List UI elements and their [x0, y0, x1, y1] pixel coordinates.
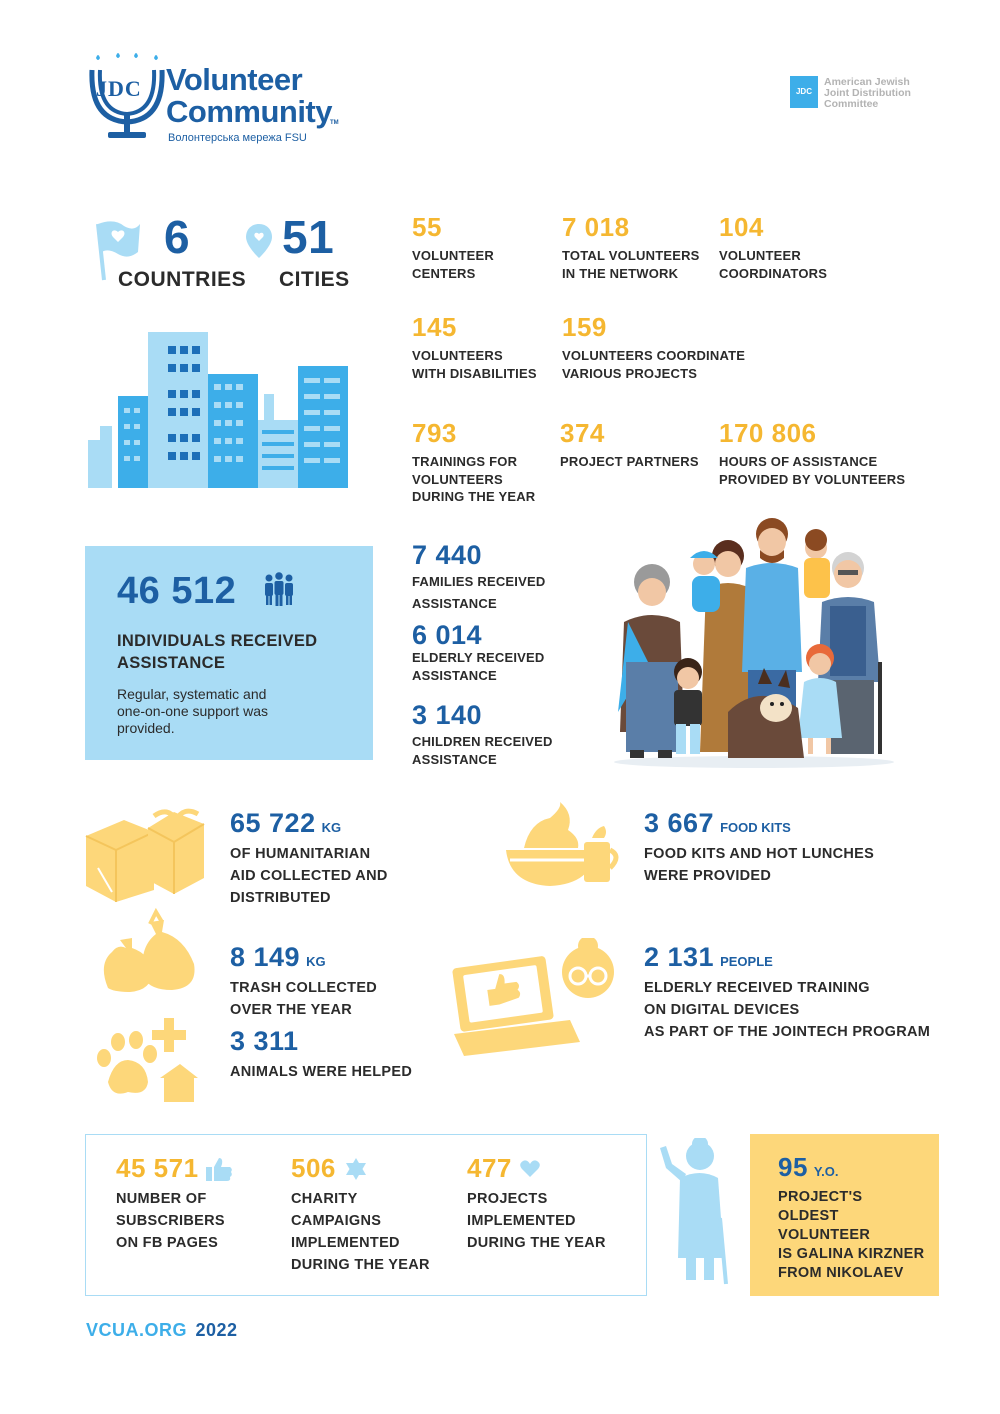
stat-label-line: ELDERLY RECEIVED	[412, 650, 545, 665]
stat-label-line: FAMILIES RECEIVED	[412, 574, 546, 589]
charity-value: 506	[291, 1153, 336, 1183]
social-stats-panel	[85, 1134, 647, 1296]
digital-unit: PEOPLE	[720, 954, 773, 969]
stat-volunteer-coordinators	[719, 212, 827, 282]
stat-label-line: IN THE NETWORK	[562, 265, 679, 281]
stat-label-line: WITH DISABILITIES	[412, 365, 537, 381]
location-pin-icon	[244, 222, 274, 260]
stat-value: 793	[412, 418, 457, 448]
charity-label-line: DURING THE YEAR	[291, 1257, 430, 1273]
partner-logo-badge: JDC	[790, 76, 818, 108]
stat-label-line: PROVIDED BY VOLUNTEERS	[719, 471, 906, 487]
food-value-row	[644, 808, 874, 839]
logo-trademark: TM	[330, 120, 339, 126]
animals-label-line: ANIMALS WERE HELPED	[230, 1064, 413, 1080]
stat-families	[412, 540, 545, 612]
charity-label-line: CAMPAIGNS	[291, 1213, 382, 1229]
trash-label-line: OVER THE YEAR	[230, 1002, 353, 1018]
humanitarian-aid-stat	[230, 808, 388, 909]
subscribers-value-row	[116, 1153, 233, 1184]
star-of-david-icon	[344, 1157, 368, 1181]
stat-value: 55	[412, 212, 442, 242]
food-label-line: WERE PROVIDED	[644, 868, 772, 884]
stat-hours-assistance	[719, 418, 905, 488]
stat-label-line: VOLUNTEERS	[412, 348, 503, 363]
oldest-label-line: FROM NIKOLAEV	[778, 1265, 904, 1281]
stat-label-line: ASSISTANCE	[412, 751, 497, 767]
partner-name-line1: American Jewish	[824, 76, 910, 88]
individuals-title-line1: INDIVIDUALS RECEIVED	[117, 632, 318, 650]
stat-label-line: VOLUNTEER	[412, 248, 494, 263]
subscribers-value: 45 571	[116, 1153, 199, 1183]
food-unit: FOOD KITS	[720, 820, 791, 835]
stat-label-line: HOURS OF ASSISTANCE	[719, 454, 878, 469]
footer-year: 2022	[195, 1320, 238, 1340]
stat-value: 3 140	[412, 700, 483, 730]
partner-name-line3: Committee	[824, 98, 879, 110]
jdc-logo	[86, 50, 346, 150]
stat-label-line: PROJECT PARTNERS	[560, 454, 699, 469]
stat-label-line: VOLUNTEERS	[412, 471, 503, 487]
logo-title-line1: Volunteer	[166, 62, 303, 97]
stat-label-line: VOLUNTEERS COORDINATE	[562, 348, 746, 363]
stat-label-line: DURING THE YEAR	[412, 489, 536, 504]
cities-value: 51	[282, 211, 335, 263]
stat-value: 159	[562, 312, 607, 342]
stat-value: 104	[719, 212, 764, 242]
stat-label-line: TRAININGS FOR	[412, 454, 518, 469]
stat-label-line: VOLUNTEER	[719, 248, 801, 263]
subscribers-stat	[116, 1153, 233, 1254]
stat-value: 7 018	[562, 212, 630, 242]
laptop-elderly-icon	[452, 938, 622, 1058]
animals-stat	[230, 1026, 412, 1083]
heart-icon	[520, 1160, 540, 1178]
subscribers-label-line: SUBSCRIBERS	[116, 1213, 225, 1229]
charity-stat	[291, 1153, 430, 1276]
logo-subtitle: Волонтерська мережа FSU	[168, 132, 307, 144]
charity-label-line: IMPLEMENTED	[291, 1235, 400, 1251]
subscribers-label-line: ON FB PAGES	[116, 1235, 219, 1251]
oldest-label-line: VOLUNTEER	[778, 1227, 871, 1243]
animals-value: 3 311	[230, 1026, 299, 1056]
humanitarian-label-line: AID COLLECTED AND	[230, 868, 388, 884]
partner-logo	[790, 76, 950, 116]
digital-training-stat	[644, 942, 930, 1043]
projects-stat	[467, 1153, 606, 1254]
stat-label-line: TOTAL VOLUNTEERS	[562, 248, 700, 263]
stat-label-line: VARIOUS PROJECTS	[562, 365, 698, 381]
projects-value: 477	[467, 1153, 512, 1183]
oldest-label-line: OLDEST	[778, 1208, 839, 1224]
projects-label-line: DURING THE YEAR	[467, 1235, 606, 1251]
projects-label-line: PROJECTS	[467, 1191, 548, 1207]
logo-jdc-text: JDC	[96, 76, 142, 101]
oldest-value: 95	[778, 1152, 808, 1182]
trash-bags-icon	[98, 908, 198, 992]
individuals-desc-line1: Regular, systematic and	[117, 686, 267, 702]
humanitarian-label-line: OF HUMANITARIAN	[230, 846, 371, 862]
food-kits-stat	[644, 808, 874, 887]
trash-value-row	[230, 942, 377, 973]
stat-value: 170 806	[719, 418, 817, 448]
countries-value: 6	[164, 211, 191, 263]
boxes-icon	[84, 806, 206, 902]
trash-label-line: TRASH COLLECTED	[230, 980, 378, 996]
oldest-volunteer-card	[750, 1134, 939, 1296]
footer-site-link[interactable]: VCUA.ORG	[86, 1320, 188, 1340]
oldest-value-row	[778, 1152, 839, 1183]
digital-label-line: ON DIGITAL DEVICES	[644, 1002, 800, 1018]
stat-volunteers-disabilities	[412, 312, 537, 382]
individuals-desc-line2: one-on-one support was	[117, 703, 268, 719]
people-group-icon	[261, 572, 297, 608]
oldest-label-block	[778, 1188, 924, 1283]
stat-label-line: CENTERS	[412, 265, 476, 281]
oldest-label-line: PROJECT'S	[778, 1189, 863, 1205]
digital-label-line: ELDERLY RECEIVED TRAINING	[644, 980, 870, 996]
projects-label-line: IMPLEMENTED	[467, 1213, 576, 1229]
thumbs-up-icon	[205, 1156, 233, 1182]
partner-name-line2: Joint Distribution	[824, 87, 911, 99]
oldest-label-line: IS GALINA KIRZNER	[778, 1246, 925, 1262]
subscribers-label-line: NUMBER OF	[116, 1191, 207, 1207]
digital-value: 2 131	[644, 942, 715, 972]
trash-stat	[230, 942, 377, 1021]
city-buildings-icon	[88, 330, 350, 488]
stat-value: 6 014	[412, 620, 483, 650]
countries-label: COUNTRIES	[118, 268, 247, 291]
elderly-woman-icon	[656, 1138, 736, 1288]
humanitarian-unit: KG	[321, 820, 342, 835]
stat-value: 145	[412, 312, 457, 342]
stat-children	[412, 700, 553, 768]
cities-label: CITIES	[279, 268, 350, 291]
charity-value-row	[291, 1153, 430, 1184]
food-value: 3 667	[644, 808, 715, 838]
stat-project-partners	[560, 418, 699, 471]
individuals-assistance-card	[85, 546, 373, 760]
individuals-title-line2: ASSISTANCE	[117, 654, 226, 672]
trash-unit: KG	[306, 954, 326, 969]
humanitarian-value-row	[230, 808, 388, 839]
food-label-line: FOOD KITS AND HOT LUNCHES	[644, 846, 875, 862]
stat-volunteers-coordinate	[562, 312, 745, 382]
humanitarian-label-line: DISTRIBUTED	[230, 890, 331, 906]
logo-title-line2: Community	[166, 94, 332, 129]
oldest-unit: Y.O.	[813, 1164, 839, 1179]
digital-value-row	[644, 942, 930, 973]
charity-label-line: CHARITY	[291, 1191, 358, 1207]
individuals-desc-line3: provided.	[117, 720, 175, 736]
family-illustration	[608, 512, 900, 768]
stat-label-line: CHILDREN RECEIVED	[412, 734, 553, 749]
humanitarian-value: 65 722	[230, 808, 316, 838]
paw-cross-house-icon	[94, 1018, 198, 1102]
digital-label-line: AS PART OF THE JOINTECH PROGRAM	[644, 1024, 931, 1040]
food-bowl-icon	[500, 802, 624, 888]
stat-trainings	[412, 418, 535, 506]
individuals-value: 46 512	[117, 570, 237, 612]
stat-total-volunteers	[562, 212, 700, 282]
stat-label-line: COORDINATORS	[719, 265, 828, 281]
projects-value-row	[467, 1153, 606, 1184]
trash-value: 8 149	[230, 942, 301, 972]
stat-value: 374	[560, 418, 605, 448]
footer	[86, 1320, 238, 1341]
stat-elderly	[412, 620, 545, 684]
stat-volunteer-centers	[412, 212, 494, 282]
stat-label-line: ASSISTANCE	[412, 667, 497, 683]
stat-value: 7 440	[412, 540, 483, 570]
stat-label-line: ASSISTANCE	[412, 595, 497, 611]
